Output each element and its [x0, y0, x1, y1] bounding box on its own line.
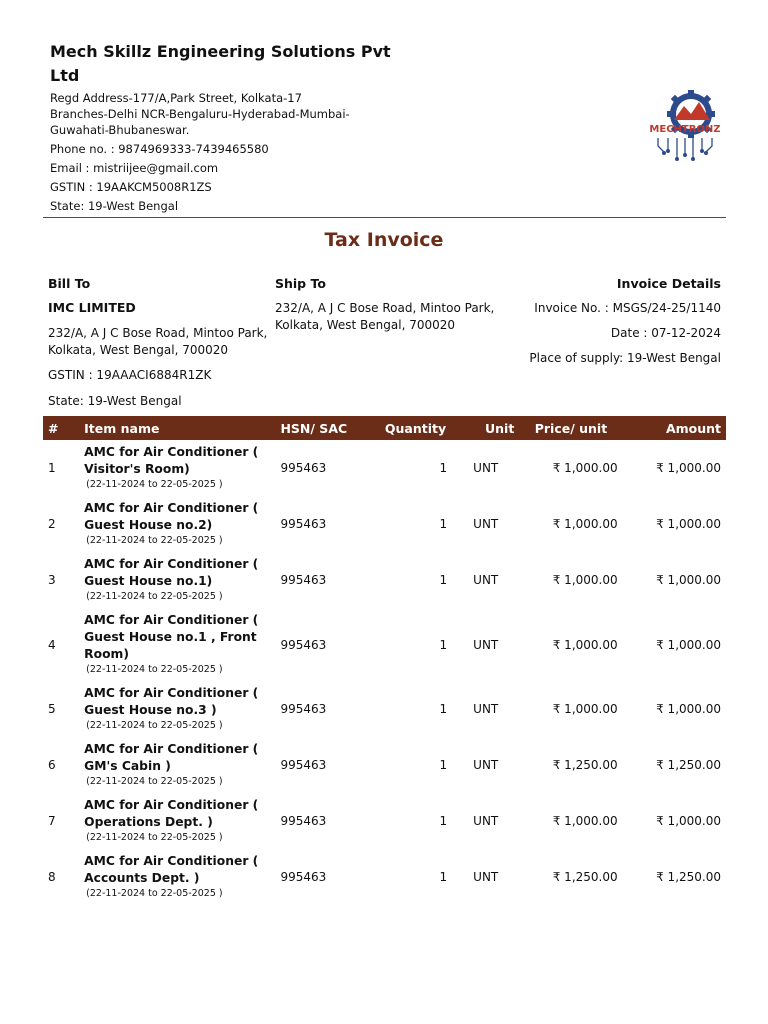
col-header-hsn: HSN/ SAC: [275, 416, 373, 440]
table-row: [43, 793, 726, 849]
items-table: [43, 416, 726, 905]
item-name-cell: [79, 793, 275, 849]
col-header-number: #: [43, 416, 79, 440]
col-header-price: Price/ unit: [519, 416, 622, 440]
price-per-unit: ₹ 1,000.00: [552, 517, 618, 531]
hsn-code: 995463: [280, 814, 327, 828]
item-period: (22-11-2024 to 22-05-2025 ): [86, 720, 223, 731]
bill-to-state: State: 19-West Bengal: [48, 394, 182, 408]
item-name-cell: [79, 608, 275, 681]
quantity: 1: [439, 637, 448, 652]
company-gstin: GSTIN : 19AAKCM5008R1ZS: [50, 180, 212, 194]
item-name: AMC for Air Conditioner ( Guest House no.3 ): [84, 686, 259, 717]
table-row: [43, 849, 726, 905]
price-per-unit: ₹ 1,000.00: [552, 461, 618, 475]
bill-to-gstin: GSTIN : 19AAACI6884R1ZK: [48, 368, 212, 382]
item-name: AMC for Air Conditioner ( Guest House no.1 , Front Room): [84, 613, 259, 661]
amount: ₹ 1,000.00: [656, 517, 721, 531]
item-name-cell: [79, 552, 275, 608]
table-header-row: [43, 416, 726, 440]
row-number: 5: [48, 702, 56, 716]
quantity: 1: [439, 814, 448, 828]
price-per-unit: ₹ 1,000.00: [552, 573, 618, 587]
item-period: (22-11-2024 to 22-05-2025 ): [86, 776, 223, 787]
company-email: Email : mistriijee@gmail.com: [50, 161, 219, 175]
company-state: State: 19-West Bengal: [50, 199, 179, 213]
item-name: AMC for Air Conditioner ( GM's Cabin ): [84, 742, 259, 773]
company-branches: Branches-Delhi NCR-Bengaluru-Hyderabad-Mumbai-Guwahati-Bhubaneswar.: [50, 107, 350, 137]
document-title: Tax Invoice: [324, 229, 444, 251]
quantity: 1: [439, 870, 448, 884]
quantity: 1: [439, 573, 448, 587]
unit: UNT: [473, 814, 499, 828]
item-name: AMC for Air Conditioner ( Operations Dept. ): [84, 798, 259, 829]
row-number: 7: [48, 814, 56, 828]
col-header-item-name: Item name: [79, 416, 275, 440]
row-number: 3: [48, 573, 56, 587]
amount: ₹ 1,250.00: [656, 758, 721, 772]
bill-to-address: 232/A, A J C Bose Road, Mintoo Park, Kolkata, West Bengal, 700020: [48, 326, 268, 357]
invoice-date: Date : 07-12-2024: [610, 326, 721, 340]
item-period: (22-11-2024 to 22-05-2025 ): [86, 535, 223, 546]
col-header-amount: Amount: [623, 416, 726, 440]
amount: ₹ 1,000.00: [656, 637, 721, 652]
item-period: (22-11-2024 to 22-05-2025 ): [86, 832, 223, 843]
price-per-unit: ₹ 1,000.00: [552, 637, 618, 652]
quantity: 1: [439, 702, 448, 716]
ship-to-heading: Ship To: [275, 276, 326, 291]
item-name-cell: [79, 681, 275, 737]
unit: UNT: [473, 517, 499, 531]
company-phone: Phone no. : 9874969333-7439465580: [50, 142, 269, 156]
price-per-unit: ₹ 1,250.00: [552, 870, 618, 884]
invoice-details-section: [491, 276, 721, 375]
item-period: (22-11-2024 to 22-05-2025 ): [86, 888, 223, 899]
item-period: (22-11-2024 to 22-05-2025 ): [86, 479, 223, 490]
table-row: [43, 737, 726, 793]
place-of-supply: Place of supply: 19-West Bengal: [529, 351, 721, 365]
unit: UNT: [473, 637, 499, 652]
col-header-quantity: Quantity: [374, 416, 453, 440]
item-name: AMC for Air Conditioner ( Guest House no.2): [84, 501, 259, 532]
table-row: [43, 496, 726, 552]
invoice-number: Invoice No. : MSGS/24-25/1140: [534, 301, 721, 315]
company-logo: [644, 86, 726, 166]
amount: ₹ 1,000.00: [656, 573, 721, 587]
invoice-details-heading: Invoice Details: [616, 276, 721, 291]
row-number: 1: [48, 461, 56, 475]
hsn-code: 995463: [280, 637, 327, 652]
hsn-code: 995463: [280, 870, 327, 884]
amount: ₹ 1,000.00: [656, 461, 721, 475]
table-row: [43, 552, 726, 608]
price-per-unit: ₹ 1,000.00: [552, 814, 618, 828]
company-regd-address: Regd Address-177/A,Park Street, Kolkata-17: [50, 91, 302, 105]
logo-wordmark: MECHTRONZ: [649, 124, 721, 135]
bill-to-heading: Bill To: [48, 276, 91, 291]
unit: UNT: [473, 758, 499, 772]
hsn-code: 995463: [280, 517, 327, 531]
item-period: (22-11-2024 to 22-05-2025 ): [86, 591, 223, 602]
price-per-unit: ₹ 1,000.00: [552, 702, 618, 716]
unit: UNT: [473, 702, 499, 716]
amount: ₹ 1,000.00: [656, 814, 721, 828]
col-header-unit: Unit: [452, 416, 519, 440]
bill-to-section: [48, 276, 268, 419]
hsn-code: 995463: [280, 758, 327, 772]
row-number: 8: [48, 870, 56, 884]
bill-to-name: IMC LIMITED: [48, 300, 136, 315]
row-number: 4: [48, 637, 56, 652]
item-name-cell: [79, 440, 275, 496]
ship-to-section: [275, 276, 500, 342]
item-name: AMC for Air Conditioner ( Visitor's Room): [84, 445, 259, 476]
unit: UNT: [473, 461, 499, 475]
item-period: (22-11-2024 to 22-05-2025 ): [86, 664, 223, 675]
quantity: 1: [439, 517, 448, 531]
amount: ₹ 1,000.00: [656, 702, 721, 716]
company-details: [50, 90, 380, 214]
table-row: [43, 440, 726, 496]
row-number: 2: [48, 517, 56, 531]
item-name-cell: [79, 737, 275, 793]
ship-to-address: 232/A, A J C Bose Road, Mintoo Park, Kolkata, West Bengal, 700020: [275, 301, 495, 332]
company-name: Mech Skillz Engineering Solutions Pvt Ltd: [50, 42, 391, 85]
unit: UNT: [473, 573, 499, 587]
item-name-cell: [79, 849, 275, 905]
item-name: AMC for Air Conditioner ( Guest House no.1): [84, 557, 259, 588]
hsn-code: 995463: [280, 461, 327, 475]
unit: UNT: [473, 870, 499, 884]
hsn-code: 995463: [280, 702, 327, 716]
hsn-code: 995463: [280, 573, 327, 587]
header-divider: [43, 217, 726, 218]
table-row: [43, 608, 726, 681]
table-row: [43, 681, 726, 737]
item-name: AMC for Air Conditioner ( Accounts Dept. ): [84, 854, 259, 885]
amount: ₹ 1,250.00: [656, 870, 721, 884]
quantity: 1: [439, 461, 448, 475]
row-number: 6: [48, 758, 56, 772]
price-per-unit: ₹ 1,250.00: [552, 758, 618, 772]
quantity: 1: [439, 758, 448, 772]
item-name-cell: [79, 496, 275, 552]
